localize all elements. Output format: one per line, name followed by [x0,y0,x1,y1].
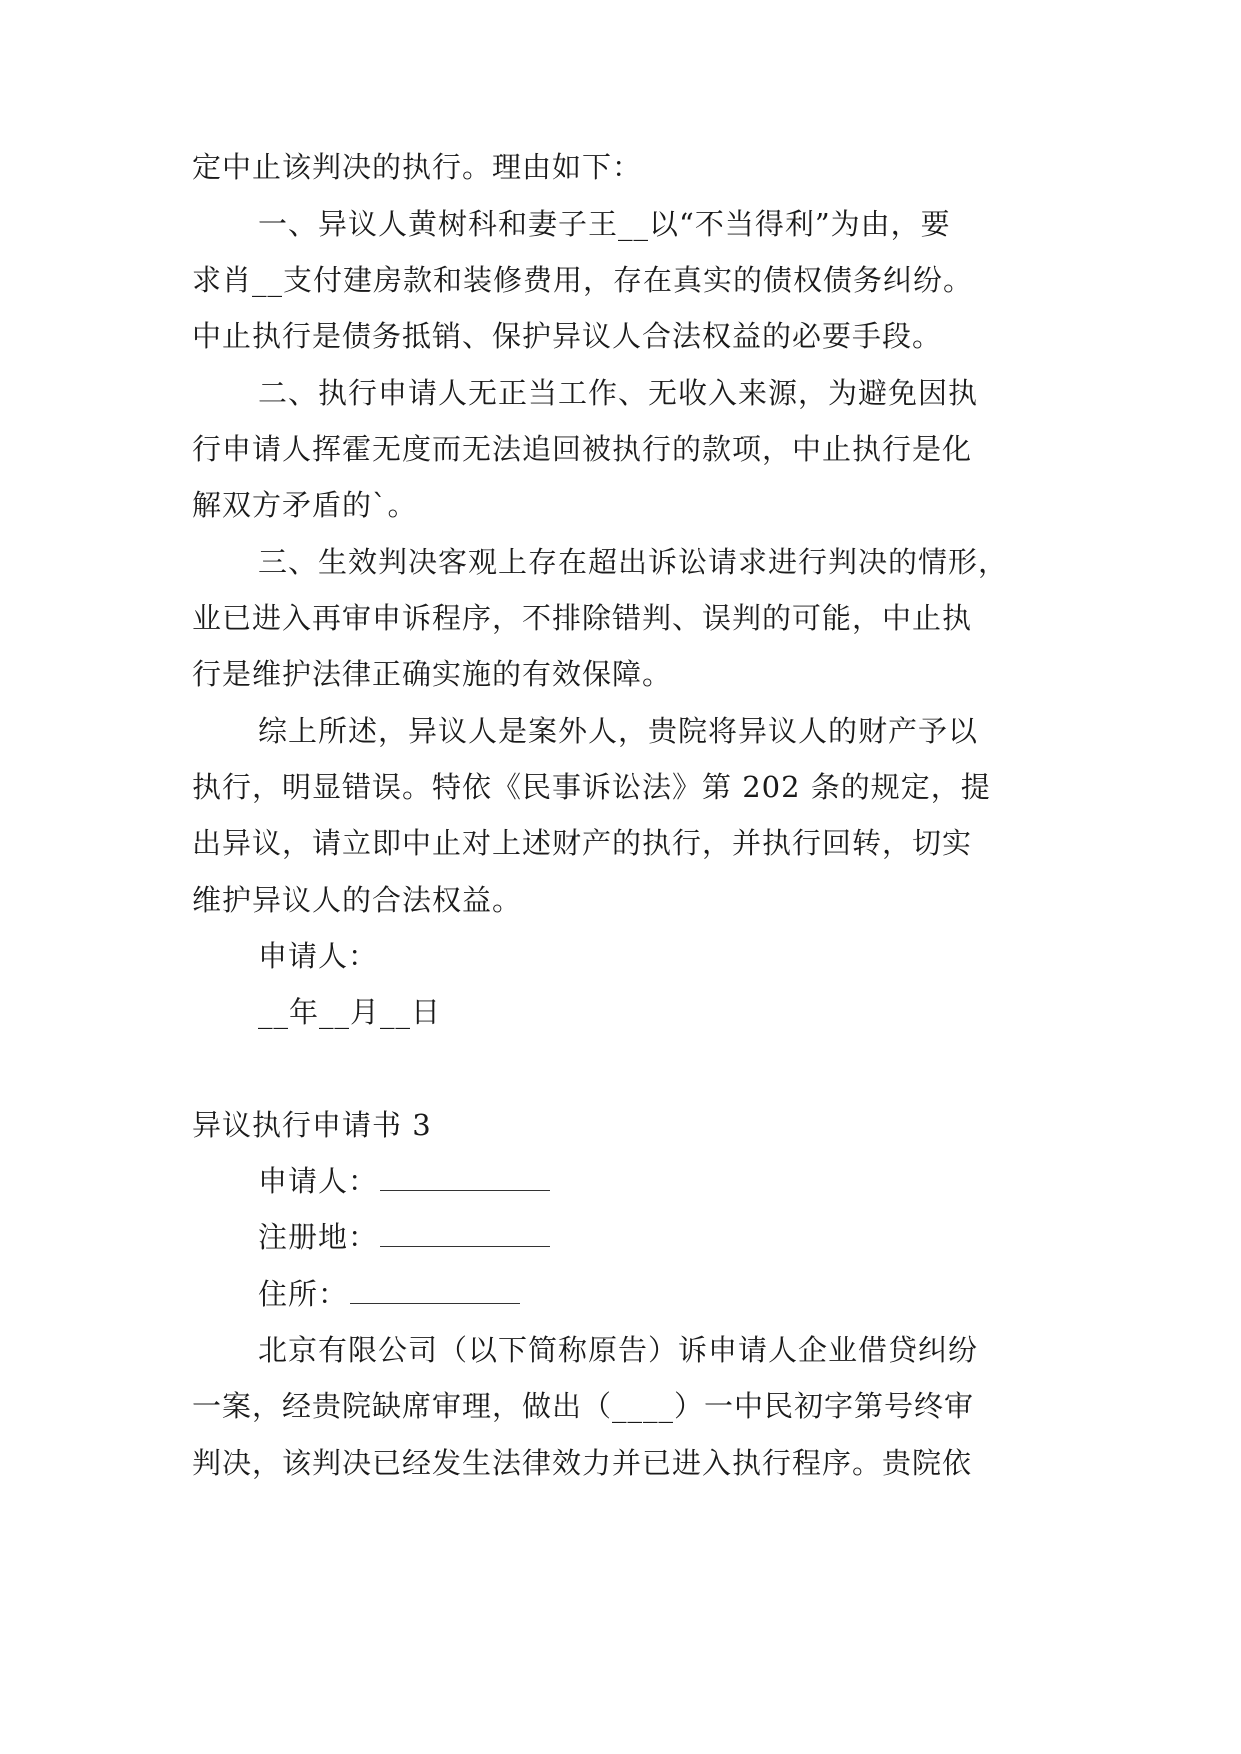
paragraph-line: 定中止该判决的执行。理由如下： [192,150,643,184]
paragraph-line: 维护异议人的合法权益。 [192,883,523,917]
paragraph-line: 行是维护法律正确实施的有效保障。 [192,657,673,691]
paragraph-line: 北京有限公司（以下简称原告）诉申请人企业借贷纠纷 [258,1333,979,1367]
applicant-blank [380,1168,550,1191]
applicant-field [258,1161,1118,1201]
section-title: 异议执行申请书 3 [192,1108,432,1142]
registered-blank [380,1224,550,1247]
date-line: __年__月__日 [258,995,442,1029]
paragraph-line: 综上所述，异议人是案外人，贵院将异议人的财产予以 [258,714,979,748]
signature-label: 申请人： [258,939,379,973]
paragraph-line: 三、生效判决客观上存在超出诉讼请求进行判决的情形， [258,545,1009,579]
paragraph-line: 一、异议人黄树科和妻子王__以“不当得利”为由，要 [258,207,951,241]
paragraph-line: 一案，经贵院缺席审理，做出（____）一中民初字第号终审 [192,1389,975,1423]
registered-field [258,1217,1118,1257]
address-blank [350,1281,520,1304]
paragraph-line: 求肖__支付建房款和装修费用，存在真实的债权债务纠纷。 [192,263,974,297]
paragraph-line: 二、执行申请人无正当工作、无收入来源，为避免因执 [258,376,979,410]
paragraph-line: 解双方矛盾的`。 [192,488,418,522]
paragraph-line: 判决，该判决已经发生法律效力并已进入执行程序。贵院依 [192,1446,973,1480]
address-field [258,1274,1118,1314]
address-label: 住所： [258,1277,349,1311]
paragraph-line: 业已进入再审申诉程序，不排除错判、误判的可能，中止执 [192,601,973,635]
paragraph-line: 出异议，请立即中止对上述财产的执行，并执行回转，切实 [192,826,973,860]
registered-label: 注册地： [258,1220,379,1254]
paragraph-line: 中止执行是债务抵销、保护异议人合法权益的必要手段。 [192,319,943,353]
paragraph-line: 行申请人挥霍无度而无法追回被执行的款项，中止执行是化 [192,432,973,466]
paragraph-line: 执行，明显错误。特依《民事诉讼法》第 202 条的规定，提 [192,770,991,804]
applicant-label: 申请人： [258,1164,379,1198]
